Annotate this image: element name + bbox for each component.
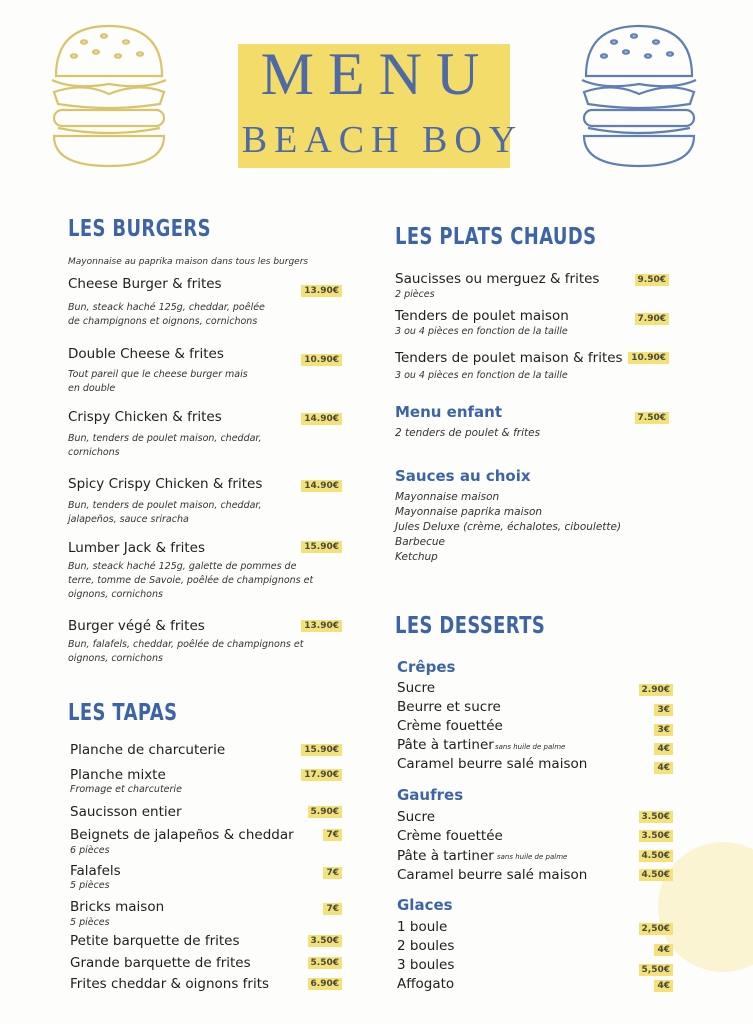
menu-item-price: 3.50€ xyxy=(308,935,342,947)
menu-item-desc: Tout pareil que le cheese burger mais xyxy=(68,369,248,380)
menu-item-name: Tenders de poulet maison xyxy=(395,308,569,324)
menu-item-price: 5.90€ xyxy=(308,806,342,818)
dessert-item: Crème fouettée xyxy=(397,718,503,734)
sauce-item: Mayonnaise paprika maison xyxy=(395,506,543,518)
menu-title: MENU xyxy=(260,41,494,107)
menu-item-desc: Bun, steack haché 125g, galette de pommes de xyxy=(68,561,297,572)
glaces-heading: Glaces xyxy=(397,896,453,914)
menu-item-price: 7.90€ xyxy=(635,313,669,325)
gaufres-heading: Gaufres xyxy=(397,786,464,804)
dessert-item: Sucre xyxy=(397,680,436,696)
menu-item-name: Petite barquette de frites xyxy=(70,933,240,949)
menu-item-price: 15.90€ xyxy=(301,744,342,756)
menu-item-price: 3.50€ xyxy=(639,811,673,823)
menu-item-desc: 3 ou 4 pièces en fonction de la taille xyxy=(395,326,568,337)
menu-item-price: 6.90€ xyxy=(308,978,342,990)
menu-item-name: Tenders de poulet maison & frites xyxy=(395,350,623,366)
menu-item-desc: cornichons xyxy=(68,447,120,458)
menu-item-desc: en double xyxy=(68,383,116,394)
menu-item-name: Planche de charcuterie xyxy=(70,742,226,758)
menu-item-desc: Bun, tenders de poulet maison, cheddar, xyxy=(68,500,262,511)
sauce-item: Mayonnaise maison xyxy=(395,491,500,503)
burger-illustration-right xyxy=(574,20,704,170)
menu-item-name: Bricks maison xyxy=(70,899,165,915)
menu-item-desc: 2 tenders de poulet & frites xyxy=(395,427,541,439)
sauce-item: Jules Deluxe (crème, échalotes, ciboulette) xyxy=(395,521,622,533)
menu-item-price: 3€ xyxy=(654,704,673,716)
menu-item-price: 2.90€ xyxy=(639,684,673,696)
dessert-item: Sucre xyxy=(397,809,436,825)
crepes-heading: Crêpes xyxy=(397,658,456,676)
menu-item-price: 4€ xyxy=(654,762,673,774)
sauce-item: Barbecue xyxy=(395,536,445,548)
burger-illustration-left xyxy=(44,20,174,170)
menu-item-name: Grande barquette de frites xyxy=(70,955,251,971)
menu-item-price: 2,50€ xyxy=(639,923,673,935)
dessert-item: Caramel beurre salé maison xyxy=(397,756,588,772)
burgers-note: Mayonnaise au paprika maison dans tous les burgers xyxy=(68,257,309,267)
menu-item-price: 10.90€ xyxy=(301,354,342,366)
menu-item-price: 17.90€ xyxy=(301,769,342,781)
menu-item-name: Frites cheddar & oignons frits xyxy=(70,976,270,992)
menu-item-desc: 3 ou 4 pièces en fonction de la taille xyxy=(395,370,568,381)
dessert-item: Crème fouettée xyxy=(397,828,503,844)
dessert-item: 1 boule xyxy=(397,919,448,935)
menu-item-name: Beignets de jalapeños & cheddar xyxy=(70,827,294,843)
menu-item-name: Saucisses ou merguez & frites xyxy=(395,271,600,287)
dessert-item: 3 boules xyxy=(397,957,455,973)
sauce-item: Ketchup xyxy=(395,551,438,563)
menu-item-desc: de champignons et oignons, cornichons xyxy=(68,316,258,327)
menu-item-desc: 6 pièces xyxy=(70,845,110,856)
menu-item-price: 13.90€ xyxy=(301,285,342,297)
menu-item-desc: 5 pièces xyxy=(70,880,110,891)
menu-item-desc: jalapeños, sauce sriracha xyxy=(68,514,189,525)
menu-item-name: Saucisson entier xyxy=(70,804,182,820)
menu-item-price: 5.50€ xyxy=(308,957,342,969)
menu-item-name: Falafels xyxy=(70,863,121,879)
dessert-item: 2 boules xyxy=(397,938,455,954)
menu-item-price: 7€ xyxy=(323,829,342,841)
menu-enfant-heading: Menu enfant xyxy=(395,403,503,421)
section-heading-desserts: LES DESSERTS xyxy=(395,613,546,639)
menu-item-price: 4€ xyxy=(654,944,673,956)
menu-item-price: 4€ xyxy=(654,980,673,992)
menu-item-name: Lumber Jack & frites xyxy=(68,540,205,556)
menu-item-desc: oignons, cornichons xyxy=(68,589,163,600)
menu-item-desc: Bun, tenders de poulet maison, cheddar, xyxy=(68,433,262,444)
dessert-item: Affogato xyxy=(397,976,455,992)
section-heading-tapas: LES TAPAS xyxy=(68,700,178,726)
menu-item-price: 5,50€ xyxy=(639,964,673,976)
section-heading-burgers: LES BURGERS xyxy=(68,216,211,242)
dessert-item: Caramel beurre salé maison xyxy=(397,867,588,883)
menu-item-desc: 2 pièces xyxy=(395,289,435,300)
menu-item-price: 13.90€ xyxy=(301,620,342,632)
menu-item-name: Cheese Burger & frites xyxy=(68,276,222,292)
dessert-item: Beurre et sucre xyxy=(397,699,501,715)
menu-item-price: 10.90€ xyxy=(628,352,669,364)
menu-item-name: Crispy Chicken & frites xyxy=(68,409,222,425)
menu-item-name: Spicy Crispy Chicken & frites xyxy=(68,476,263,492)
menu-item-desc: terre, tomme de Savoie, poêlée de champignons et xyxy=(68,575,314,586)
menu-item-price: 3€ xyxy=(654,724,673,736)
menu-item-name: Double Cheese & frites xyxy=(68,346,224,362)
dessert-item: Pâte à tartiner xyxy=(397,737,494,753)
sauces-heading: Sauces au choix xyxy=(395,467,531,485)
menu-item-desc: oignons, cornichons xyxy=(68,653,163,664)
menu-item-price: 4.50€ xyxy=(639,850,673,862)
menu-item-desc: Bun, falafels, cheddar, poêlée de champignons et xyxy=(68,639,304,650)
dessert-item: Pâte à tartiner xyxy=(397,848,494,864)
menu-item-name: Planche mixte xyxy=(70,767,166,783)
menu-item-price: 14.90€ xyxy=(301,413,342,425)
menu-item-price: 15.90€ xyxy=(301,541,342,553)
menu-item-price: 4€ xyxy=(654,743,673,755)
dessert-note: sans huile de palme xyxy=(497,853,568,861)
menu-item-desc: Fromage et charcuterie xyxy=(70,784,182,795)
menu-item-desc: Bun, steack haché 125g, cheddar, poêlée xyxy=(68,302,265,313)
menu-item-price: 7€ xyxy=(323,903,342,915)
menu-item-name: Burger végé & frites xyxy=(68,618,205,634)
menu-item-price: 9.50€ xyxy=(635,274,669,286)
menu-item-desc: 5 pièces xyxy=(70,917,110,928)
section-heading-plats-chauds: LES PLATS CHAUDS xyxy=(395,224,597,250)
menu-item-price: 7€ xyxy=(323,867,342,879)
restaurant-name: BEACH BOY xyxy=(241,119,524,161)
menu-item-price: 14.90€ xyxy=(301,480,342,492)
dessert-note: sans huile de palme xyxy=(495,743,566,751)
menu-item-price: 4.50€ xyxy=(639,869,673,881)
menu-item-price: 7.50€ xyxy=(635,412,669,424)
menu-item-price: 3.50€ xyxy=(639,830,673,842)
